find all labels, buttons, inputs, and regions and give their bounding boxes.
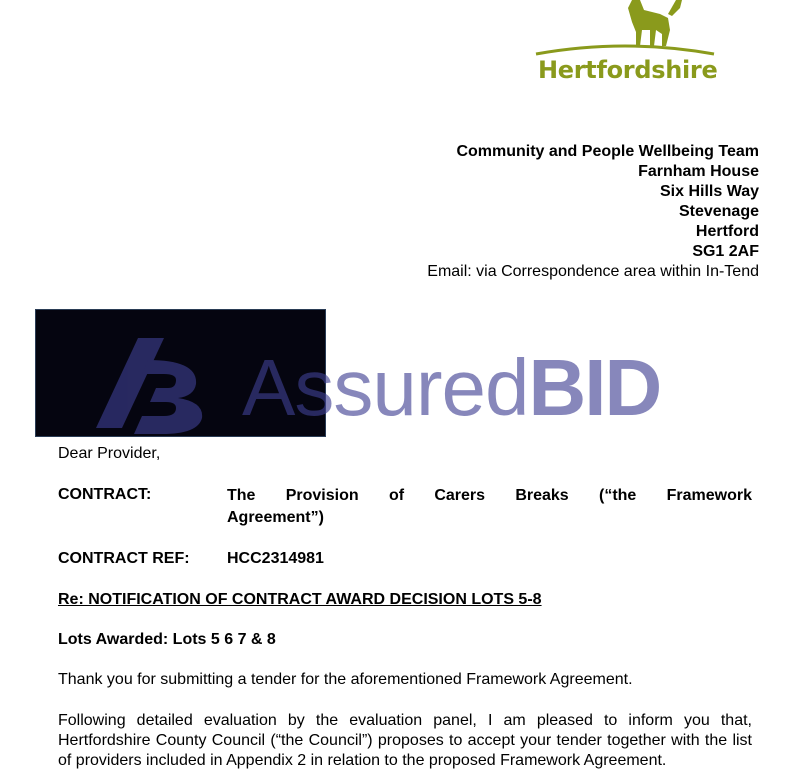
assuredbid-watermark-icon — [78, 330, 218, 440]
address-town: Stevenage — [678, 203, 759, 220]
address-street: Six Hills Way — [660, 183, 759, 200]
sender-address — [427, 142, 759, 282]
assuredbid-watermark — [242, 343, 660, 433]
contract-value — [227, 485, 752, 529]
contract-ref-label: CONTRACT REF: — [58, 550, 190, 567]
watermark-text-bold: BID — [528, 343, 661, 432]
contract-ref-value: HCC2314981 — [227, 550, 324, 567]
logo-wordmark: Hertfordshire — [538, 56, 718, 84]
address-postcode: SG1 2AF — [692, 243, 759, 260]
evaluation-paragraph: Following detailed evaluation by the evaluation panel, I am pleased to inform you that, Hertfordshire County Council (“the Council”) proposes to accept your tender together with the list of providers included in Appendix 2 in relation to the proposed Framework Agreement. — [58, 712, 752, 769]
address-team: Community and People Wellbeing Team — [456, 143, 759, 160]
thank-you-line: Thank you for submitting a tender for the aforementioned Framework Agreement. — [58, 671, 633, 688]
address-building: Farnham House — [638, 163, 759, 180]
hertfordshire-logo — [532, 0, 718, 86]
re-heading: Re: NOTIFICATION OF CONTRACT AWARD DECISION LOTS 5-8 — [58, 591, 542, 608]
salutation: Dear Provider, — [58, 445, 161, 462]
contract-label: CONTRACT: — [58, 486, 152, 503]
stag-emblem-icon — [532, 0, 718, 60]
contract-value-line1: The Provision of Carers Breaks (“the Framework — [227, 487, 752, 504]
contract-value-line2: Agreement”) — [227, 509, 324, 526]
lots-awarded: Lots Awarded: Lots 5 6 7 & 8 — [58, 631, 276, 648]
address-email: Email: via Correspondence area within In-Tend — [427, 263, 759, 280]
watermark-text-light: Assured — [242, 343, 529, 432]
address-county: Hertford — [695, 223, 759, 240]
